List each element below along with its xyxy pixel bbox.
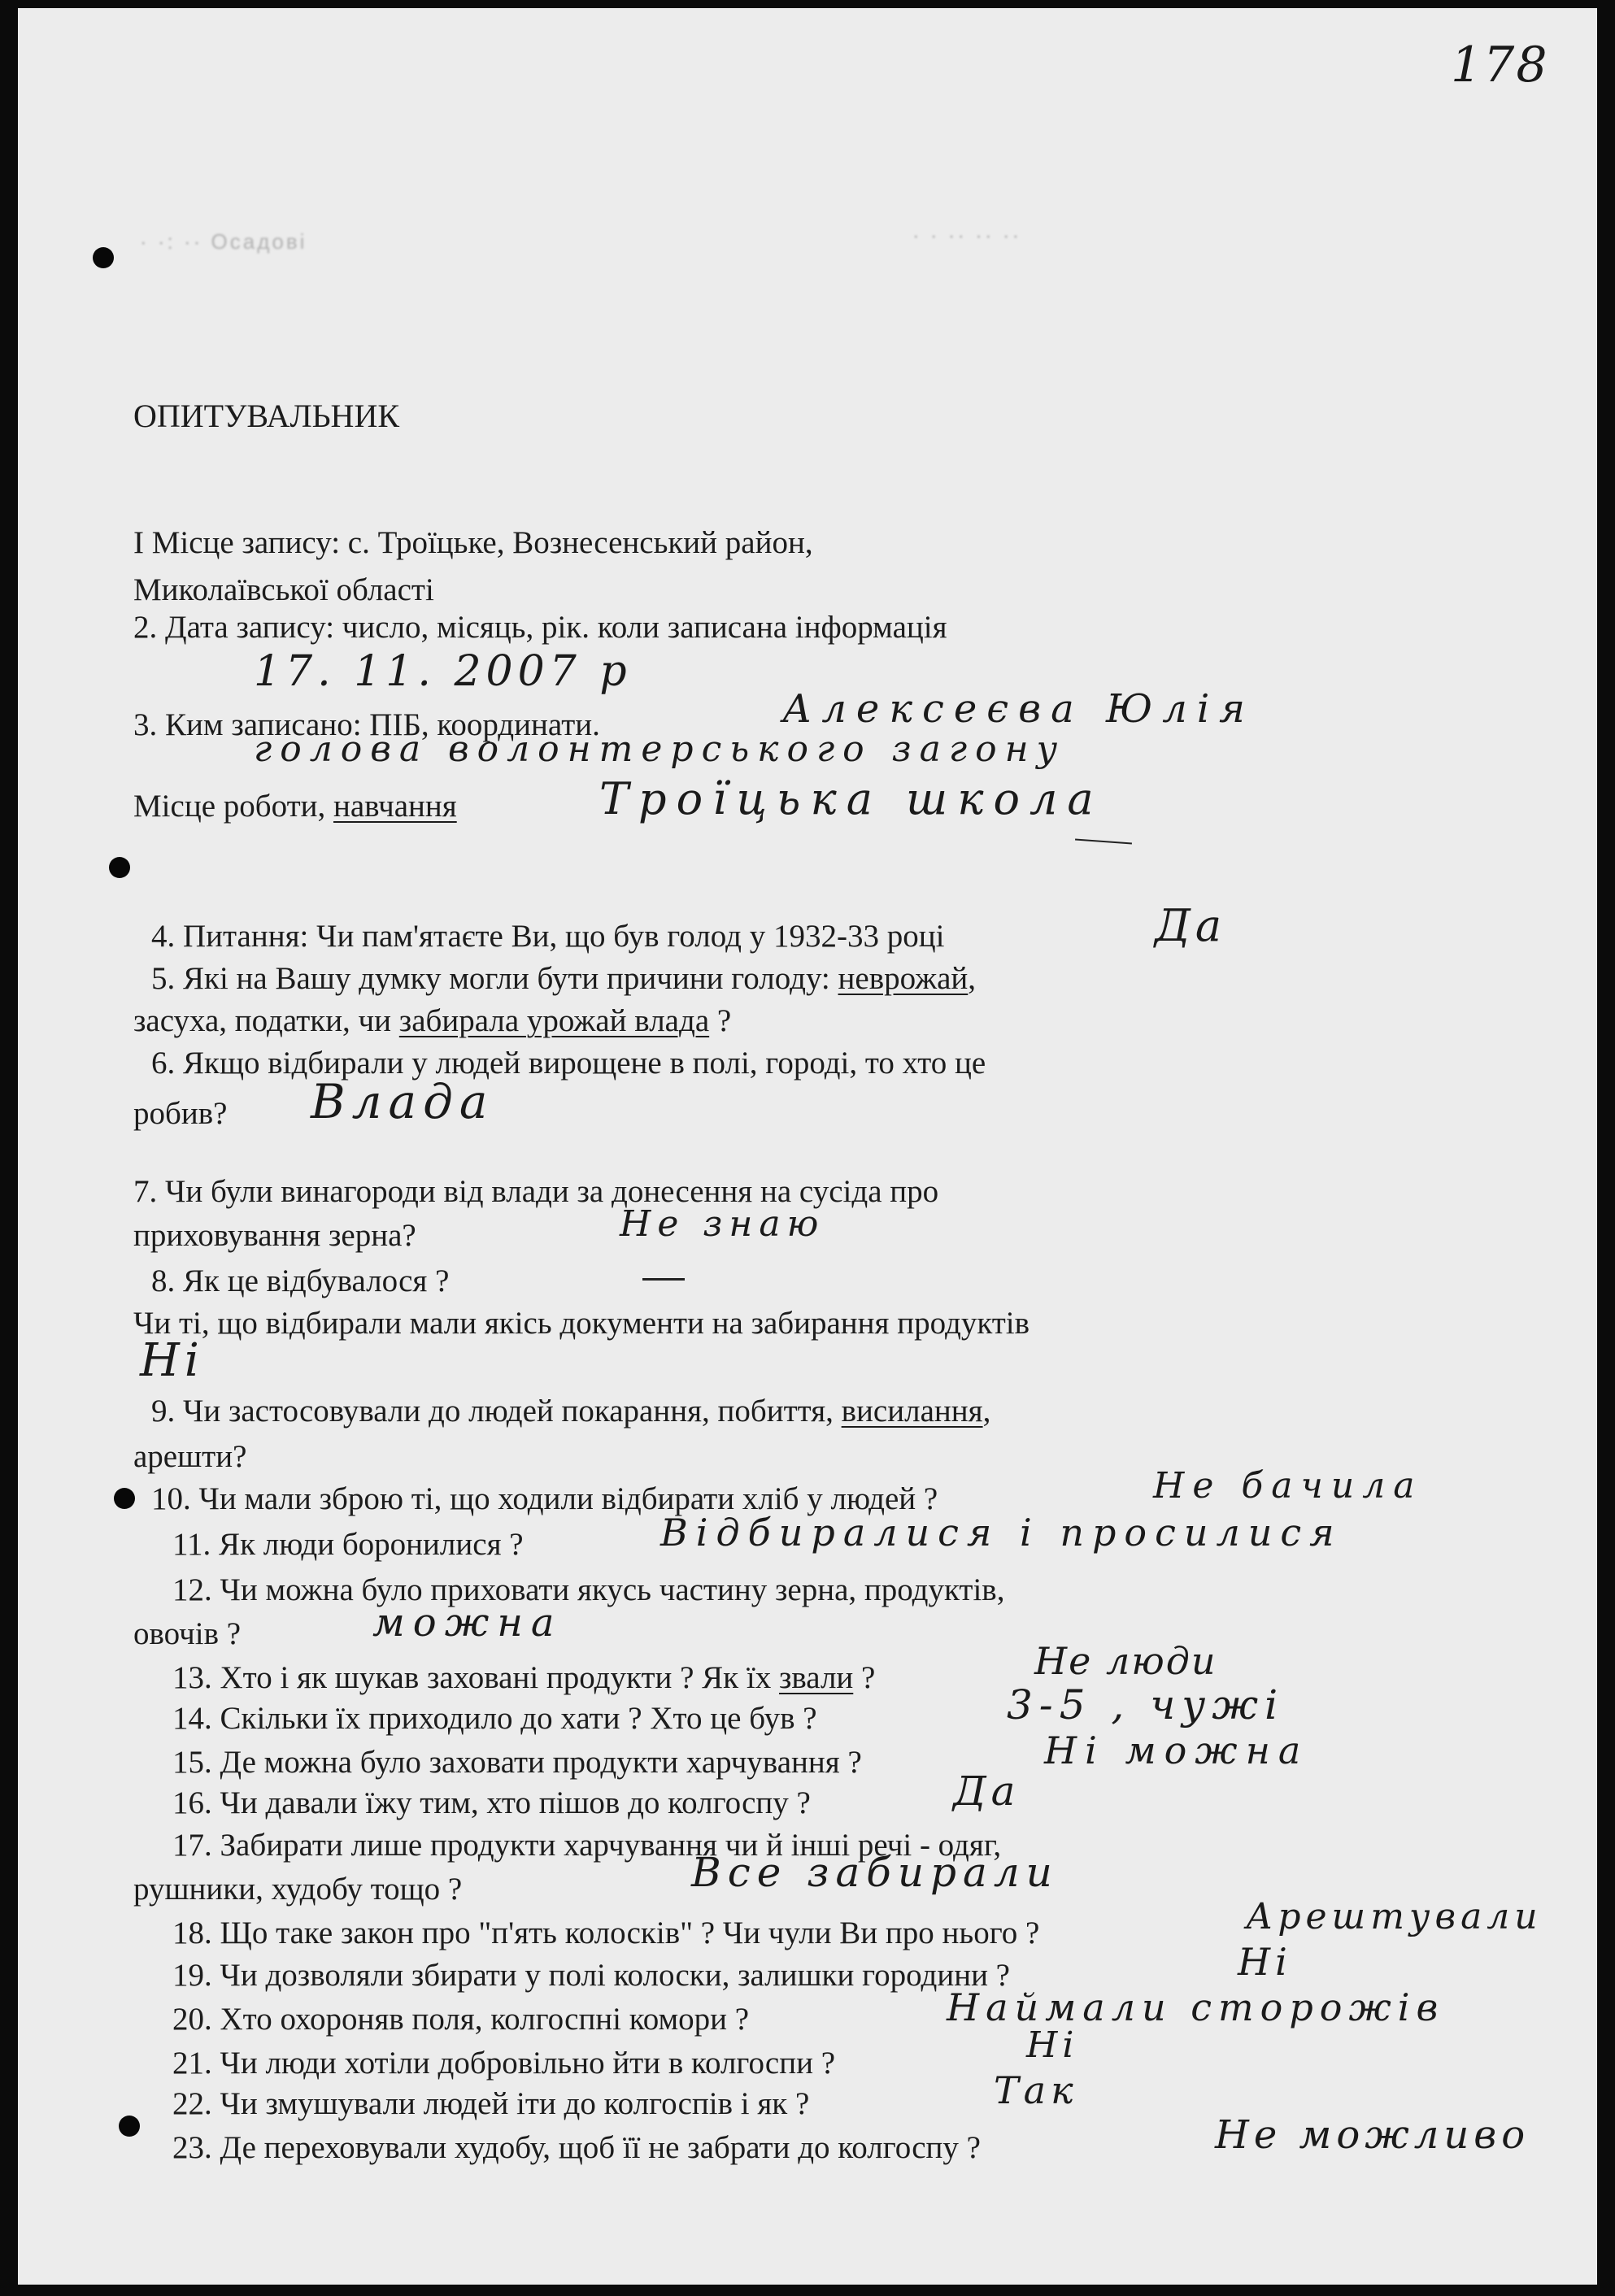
answer-6: Влада — [311, 1074, 494, 1129]
question-3b-prefix: Місце роботи, — [133, 789, 333, 824]
question-13 — [172, 1662, 875, 1694]
question-5-line-2 — [133, 1005, 731, 1037]
question-12-line-2: овочів ? — [133, 1616, 242, 1651]
question-5-underlined-1: неврожай — [838, 961, 969, 996]
question-5-suffix-1: , — [968, 961, 977, 996]
answer-18: Арештували — [1246, 1896, 1543, 1937]
question-21: 21. Чи люди хотіли добровільно йти в колгоспи ? — [172, 2046, 836, 2081]
question-9-suffix: , — [982, 1394, 991, 1428]
answer-2: 17. 11. 2007 р — [254, 647, 632, 696]
question-15: 15. Де можна було заховати продукти харчування ? — [172, 1745, 862, 1780]
question-9-line-2: арешти? — [133, 1439, 247, 1474]
question-12-line-1: 12. Чи можна було приховати якусь частину зерна, продуктів, — [172, 1572, 1005, 1607]
answer-23: Не можливо — [1215, 2112, 1530, 2158]
question-16: 16. Чи давали їжу тим, хто пішов до колгоспу ? — [172, 1785, 811, 1820]
question-3b — [133, 790, 457, 822]
question-9-underlined: висилання — [841, 1394, 983, 1428]
question-18: 18. Що таке закон про "п'ять колосків" ? Чи чули Ви про нього ? — [172, 1916, 1040, 1950]
question-1-line-2: Миколаївської області — [133, 572, 434, 607]
answer-3b: Троїцька школа — [599, 773, 1104, 824]
question-2: 2. Дата запису: число, місяць, рік. коли записана інформація — [133, 610, 947, 645]
punch-hole — [109, 857, 130, 878]
answer-7: Не знаю — [620, 1203, 825, 1245]
question-17-line-1: 17. Забирати лише продукти харчування чи й інші речі - одяг, — [172, 1828, 1002, 1863]
answer-21: Ні — [1026, 2024, 1079, 2066]
question-6-line-2: робив? — [133, 1096, 228, 1131]
question-1-line-1: І Місце запису: с. Троїцьке, Вознесенський район, — [133, 525, 813, 560]
question-17-line-2: рушники, худобу тощо ? — [133, 1872, 463, 1907]
faded-header-left: · ·: ·· Осадові — [140, 229, 307, 254]
question-4: 4. Питання: Чи пам'ятаєте Ви, що був голод у 1932-33 році — [151, 919, 945, 954]
question-5-line-1 — [151, 963, 976, 994]
answer-17: Все забирали — [691, 1849, 1059, 1896]
question-5-line-2-prefix: засуха, податки, чи — [133, 1003, 399, 1038]
answer-15: Ні можна — [1044, 1729, 1309, 1772]
answer-13: Не люди — [1034, 1639, 1217, 1683]
question-13-underlined: звали — [778, 1660, 854, 1695]
answer-12: можна — [372, 1600, 563, 1646]
question-5-prefix: 5. Які на Вашу думку могли бути причини голоду: — [151, 961, 838, 996]
question-7-line-2: приховування зерна? — [133, 1218, 416, 1253]
question-8: 8. Як це відбувалося ? — [151, 1263, 450, 1298]
pen-stroke — [642, 1278, 685, 1281]
question-13-suffix: ? — [853, 1660, 876, 1695]
answer-3-line-2: голова волонтерського загону — [254, 728, 1066, 770]
answer-22: Так — [994, 2068, 1078, 2112]
punch-hole — [119, 2116, 140, 2137]
question-5-underlined-2: забирала урожай влада — [398, 1003, 710, 1038]
answer-16: Да — [953, 1768, 1021, 1815]
answer-14: 3-5 , чужі — [1007, 1681, 1285, 1729]
answer-8b: Ні — [140, 1334, 204, 1387]
question-14: 14. Скільки їх приходило до хати ? Хто це був ? — [172, 1701, 817, 1736]
answer-11: Відбиралися і просилися — [660, 1511, 1343, 1555]
question-19: 19. Чи дозволяли збирати у полі колоски, залишки городини ? — [172, 1958, 1010, 1993]
question-3: 3. Ким записано: ПІБ, координати. — [133, 707, 600, 742]
question-23: 23. Де переховували худобу, щоб її не забрати до колгоспу ? — [172, 2130, 981, 2165]
punch-hole — [114, 1488, 135, 1509]
answer-4: Да — [1155, 900, 1227, 951]
question-8b: Чи ті, що відбирали мали якісь документи на забирання продуктів — [133, 1306, 1030, 1341]
answer-3-line-1: Алексеєва Юлія — [782, 686, 1255, 732]
answer-10: Не бачила — [1153, 1465, 1423, 1507]
question-5-suffix-2: ? — [709, 1003, 732, 1038]
question-13-prefix: 13. Хто і як шукав заховані продукти ? Як їх — [172, 1660, 779, 1695]
question-20: 20. Хто охороняв поля, колгоспні комори ? — [172, 2002, 750, 2037]
question-3b-underlined: навчання — [333, 789, 457, 824]
question-10: 10. Чи мали зброю ті, що ходили відбирати хліб у людей ? — [151, 1481, 938, 1516]
faded-header-right: · · ·· ·· ·· — [912, 223, 1022, 247]
answer-20: Наймали сторожів — [947, 1985, 1445, 2029]
question-9-line-1 — [151, 1395, 990, 1427]
punch-hole — [93, 247, 114, 268]
question-7-line-1: 7. Чи були винагороди від влади за донесення на сусіда про — [133, 1174, 939, 1209]
question-11: 11. Як люди боронилися ? — [172, 1527, 524, 1562]
answer-19: Ні — [1238, 1940, 1292, 1984]
pen-stroke — [1075, 839, 1132, 845]
page-number: 178 — [1451, 37, 1549, 93]
question-9-prefix: 9. Чи застосовували до людей покарання, побиття, — [151, 1394, 842, 1428]
question-22: 22. Чи змушували людей іти до колгоспів і як ? — [172, 2086, 810, 2121]
questionnaire-page — [18, 8, 1597, 2285]
document-title: ОПИТУВАЛЬНИК — [133, 398, 400, 434]
question-6-line-1: 6. Якщо відбирали у людей вирощене в полі, городі, то хто це — [151, 1046, 986, 1081]
